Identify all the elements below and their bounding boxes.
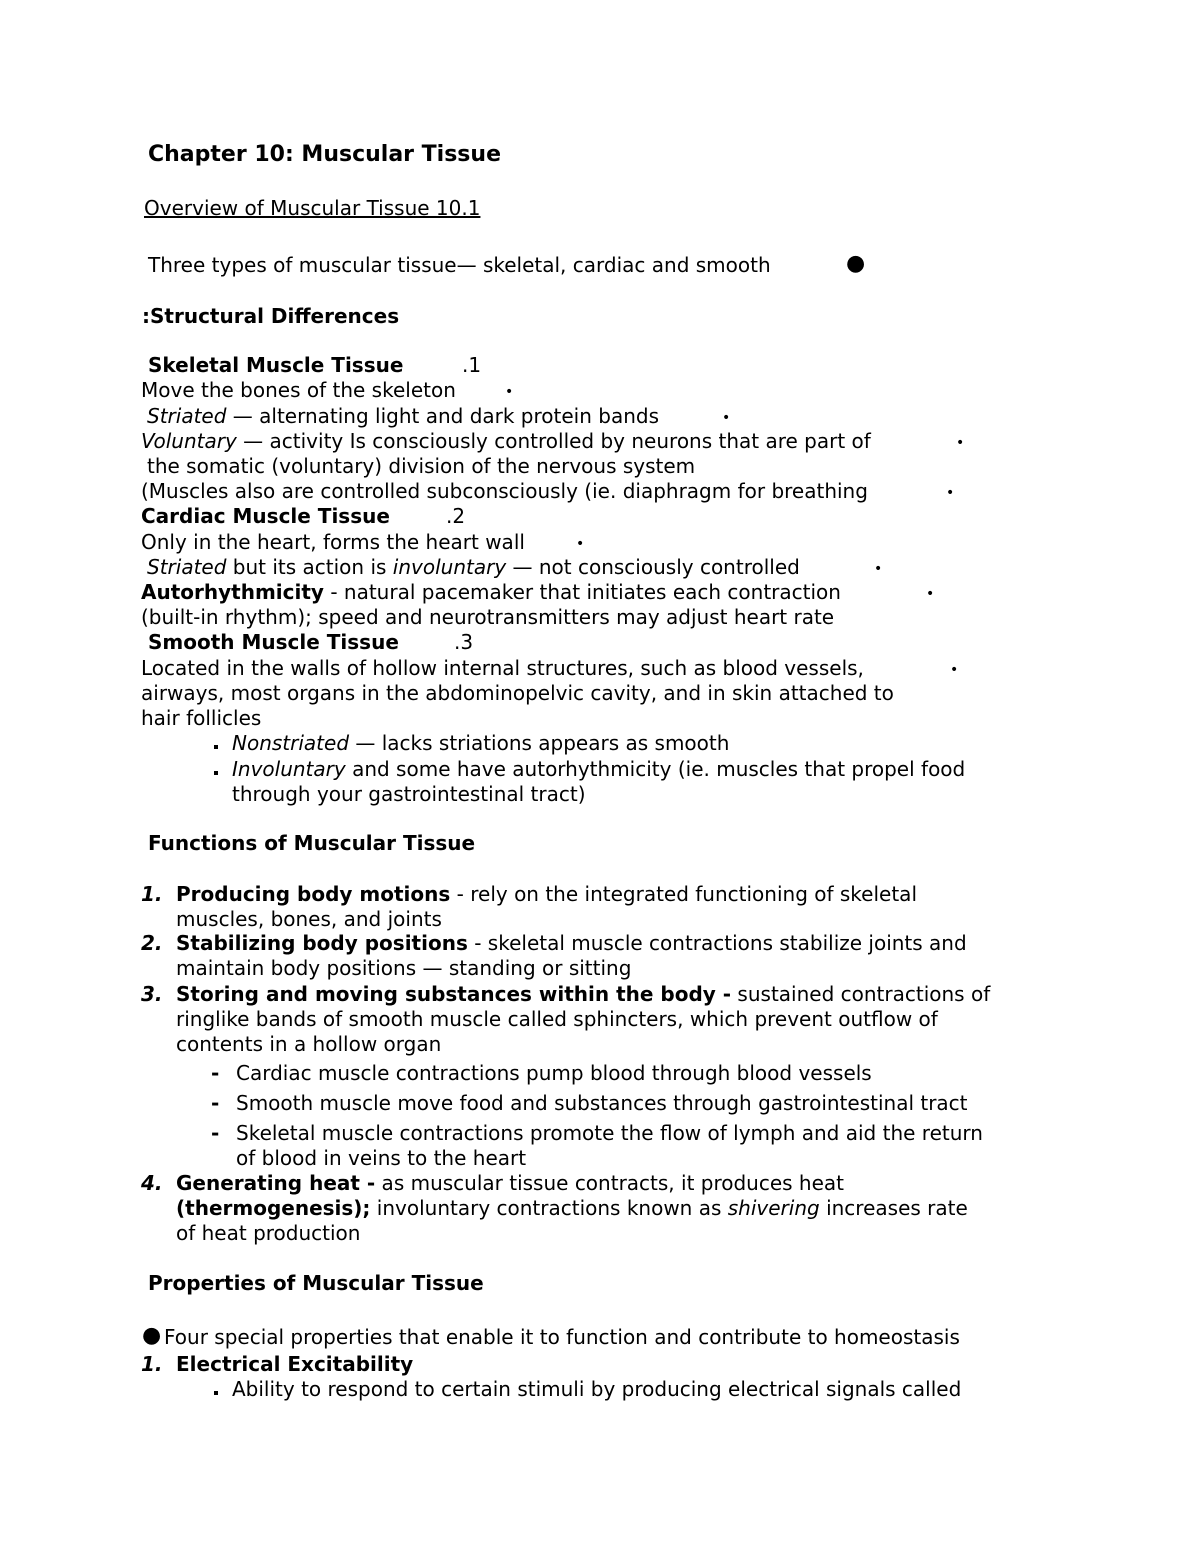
skeletal-line-3-rest: — activity Is consciously controlled by neurons that are part of: [236, 429, 871, 453]
overview-heading: Overview of Muscular Tissue 10.1: [144, 196, 481, 220]
smooth-line-2: airways, most organs in the abdominopelvic cavity, and in skin attached to: [141, 681, 894, 705]
skeletal-line-4: the somatic (voluntary) division of the nervous system: [147, 454, 696, 478]
function-number-4: 4.: [141, 1171, 163, 1195]
function-3-line-1: [176, 982, 990, 1007]
property-number-1: 1.: [141, 1352, 163, 1376]
function-2-line-2: maintain body positions — standing or sitting: [176, 956, 632, 980]
bullet-icon: •: [956, 435, 965, 451]
function-sub-3-line-2: of blood in veins to the heart: [236, 1146, 527, 1170]
skeletal-line-1: Move the bones of the skeleton: [141, 378, 456, 402]
skeletal-line-3: [141, 429, 871, 454]
cardiac-line-3: [141, 580, 841, 605]
square-bullet-icon: [214, 745, 218, 749]
function-sub-1: Cardiac muscle contractions pump blood through blood vessels: [236, 1061, 872, 1085]
three-types-text: Three types of muscular tissue— skeletal, cardiac and smooth: [148, 253, 771, 277]
dash-bullet-icon: -: [211, 1121, 220, 1145]
function-4-rest: as muscular tissue contracts, it produces heat: [375, 1171, 845, 1195]
cardiac-line-2-rest: — not consciously controlled: [506, 555, 800, 579]
property-1-sub: Ability to respond to certain stimuli by producing electrical signals called: [232, 1377, 962, 1401]
function-4-line-2-mid: involuntary contractions known as: [370, 1196, 728, 1220]
term-involuntary: Involuntary: [232, 757, 346, 781]
bullet-icon: •: [926, 586, 935, 602]
function-4-line-2-rest: increases rate: [819, 1196, 968, 1220]
skeletal-heading-line: [148, 353, 403, 378]
bullet-icon: •: [950, 662, 959, 678]
function-1-title: Producing body motions: [176, 882, 451, 906]
smooth-bullet-1-rest: — lacks striations appears as smooth: [349, 731, 730, 755]
dash-bullet-icon: -: [211, 1091, 220, 1115]
cardiac-line-2: [147, 555, 800, 580]
function-1-line-2: muscles, bones, and joints: [176, 907, 442, 931]
function-3-title: Storing and moving substances within the body -: [176, 982, 732, 1006]
functions-heading: Functions of Muscular Tissue: [148, 831, 476, 855]
property-1-title: Electrical Excitability: [176, 1352, 414, 1376]
skeletal-line-2-rest: — alternating light and dark protein bands: [226, 404, 659, 428]
function-1-line-1: [176, 882, 917, 907]
term-shivering: shivering: [727, 1196, 820, 1220]
bullet-icon: •: [505, 384, 514, 400]
skeletal-heading: Skeletal Muscle Tissue: [148, 353, 404, 377]
cardiac-heading: Cardiac Muscle Tissue: [141, 504, 390, 528]
term-striated: Striated: [147, 404, 227, 428]
function-number-1: 1.: [141, 882, 163, 906]
function-4-line-3: of heat production: [176, 1221, 361, 1245]
cardiac-line-1: Only in the heart, forms the heart wall: [141, 530, 525, 554]
term-nonstriated: Nonstriated: [232, 731, 350, 755]
function-3-line-3: contents in a hollow organ: [176, 1032, 442, 1056]
bullet-icon: ●: [846, 251, 866, 276]
smooth-line-3: hair follicles: [141, 706, 262, 730]
function-2-line-1: [176, 931, 967, 956]
page-title: Chapter 10: Muscular Tissue: [148, 142, 501, 167]
bullet-icon: •: [874, 561, 883, 577]
term-autorhythmicity: Autorhythmicity: [141, 580, 324, 604]
function-3-rest: sustained contractions of: [731, 982, 991, 1006]
square-bullet-icon: [214, 1391, 218, 1395]
term-thermogenesis: (thermogenesis);: [176, 1196, 371, 1220]
properties-heading: Properties of Muscular Tissue: [148, 1271, 484, 1295]
skeletal-line-5: (Muscles also are controlled subconsciously (ie. diaphragm for breathing: [141, 479, 868, 503]
function-4-line-2: [176, 1196, 968, 1221]
bullet-icon: •: [576, 536, 585, 552]
smooth-bullet-2-line-2: through your gastrointestinal tract): [232, 782, 586, 806]
smooth-line-1: Located in the walls of hollow internal structures, such as blood vessels,: [141, 656, 864, 680]
term-voluntary: Voluntary: [141, 429, 237, 453]
function-4-line-1: [176, 1171, 844, 1196]
bullet-icon: •: [946, 485, 955, 501]
smooth-bullet-1: [232, 731, 729, 756]
square-bullet-icon: [214, 771, 218, 775]
bullet-icon: ●: [142, 1323, 162, 1348]
term-involuntary: involuntary: [392, 555, 507, 579]
cardiac-line-3-rest: - natural pacemaker that initiates each contraction: [323, 580, 841, 604]
cardiac-line-4: (built-in rhythm); speed and neurotransmitters may adjust heart rate: [141, 605, 835, 629]
properties-bullet: Four special properties that enable it to function and contribute to homeostasis: [164, 1325, 960, 1349]
function-1-rest: - rely on the integrated functioning of skeletal: [450, 882, 917, 906]
dash-bullet-icon: -: [211, 1061, 220, 1085]
function-2-title: Stabilizing body positions: [176, 931, 468, 955]
bullet-icon: •: [722, 410, 731, 426]
cardiac-line-2-mid: but its action is: [226, 555, 393, 579]
term-striated: Striated: [147, 555, 227, 579]
function-3-line-2: ringlike bands of smooth muscle called sphincters, which prevent outflow of: [176, 1007, 938, 1031]
smooth-bullet-2-rest: and some have autorhythmicity (ie. muscles that propel food: [345, 757, 966, 781]
function-sub-3: Skeletal muscle contractions promote the flow of lymph and aid the return: [236, 1121, 983, 1145]
function-2-rest: - skeletal muscle contractions stabilize joints and: [467, 931, 967, 955]
cardiac-number: .2: [446, 504, 466, 528]
structural-heading: :Structural Differences: [142, 304, 400, 328]
function-number-3: 3.: [141, 982, 163, 1006]
function-sub-2: Smooth muscle move food and substances through gastrointestinal tract: [236, 1091, 968, 1115]
smooth-bullet-2: [232, 757, 965, 782]
skeletal-line-2: [147, 404, 659, 429]
skeletal-number: .1: [462, 353, 482, 377]
smooth-heading: Smooth Muscle Tissue: [148, 630, 399, 654]
function-4-title: Generating heat -: [176, 1171, 376, 1195]
function-number-2: 2.: [141, 931, 163, 955]
smooth-number: .3: [454, 630, 474, 654]
